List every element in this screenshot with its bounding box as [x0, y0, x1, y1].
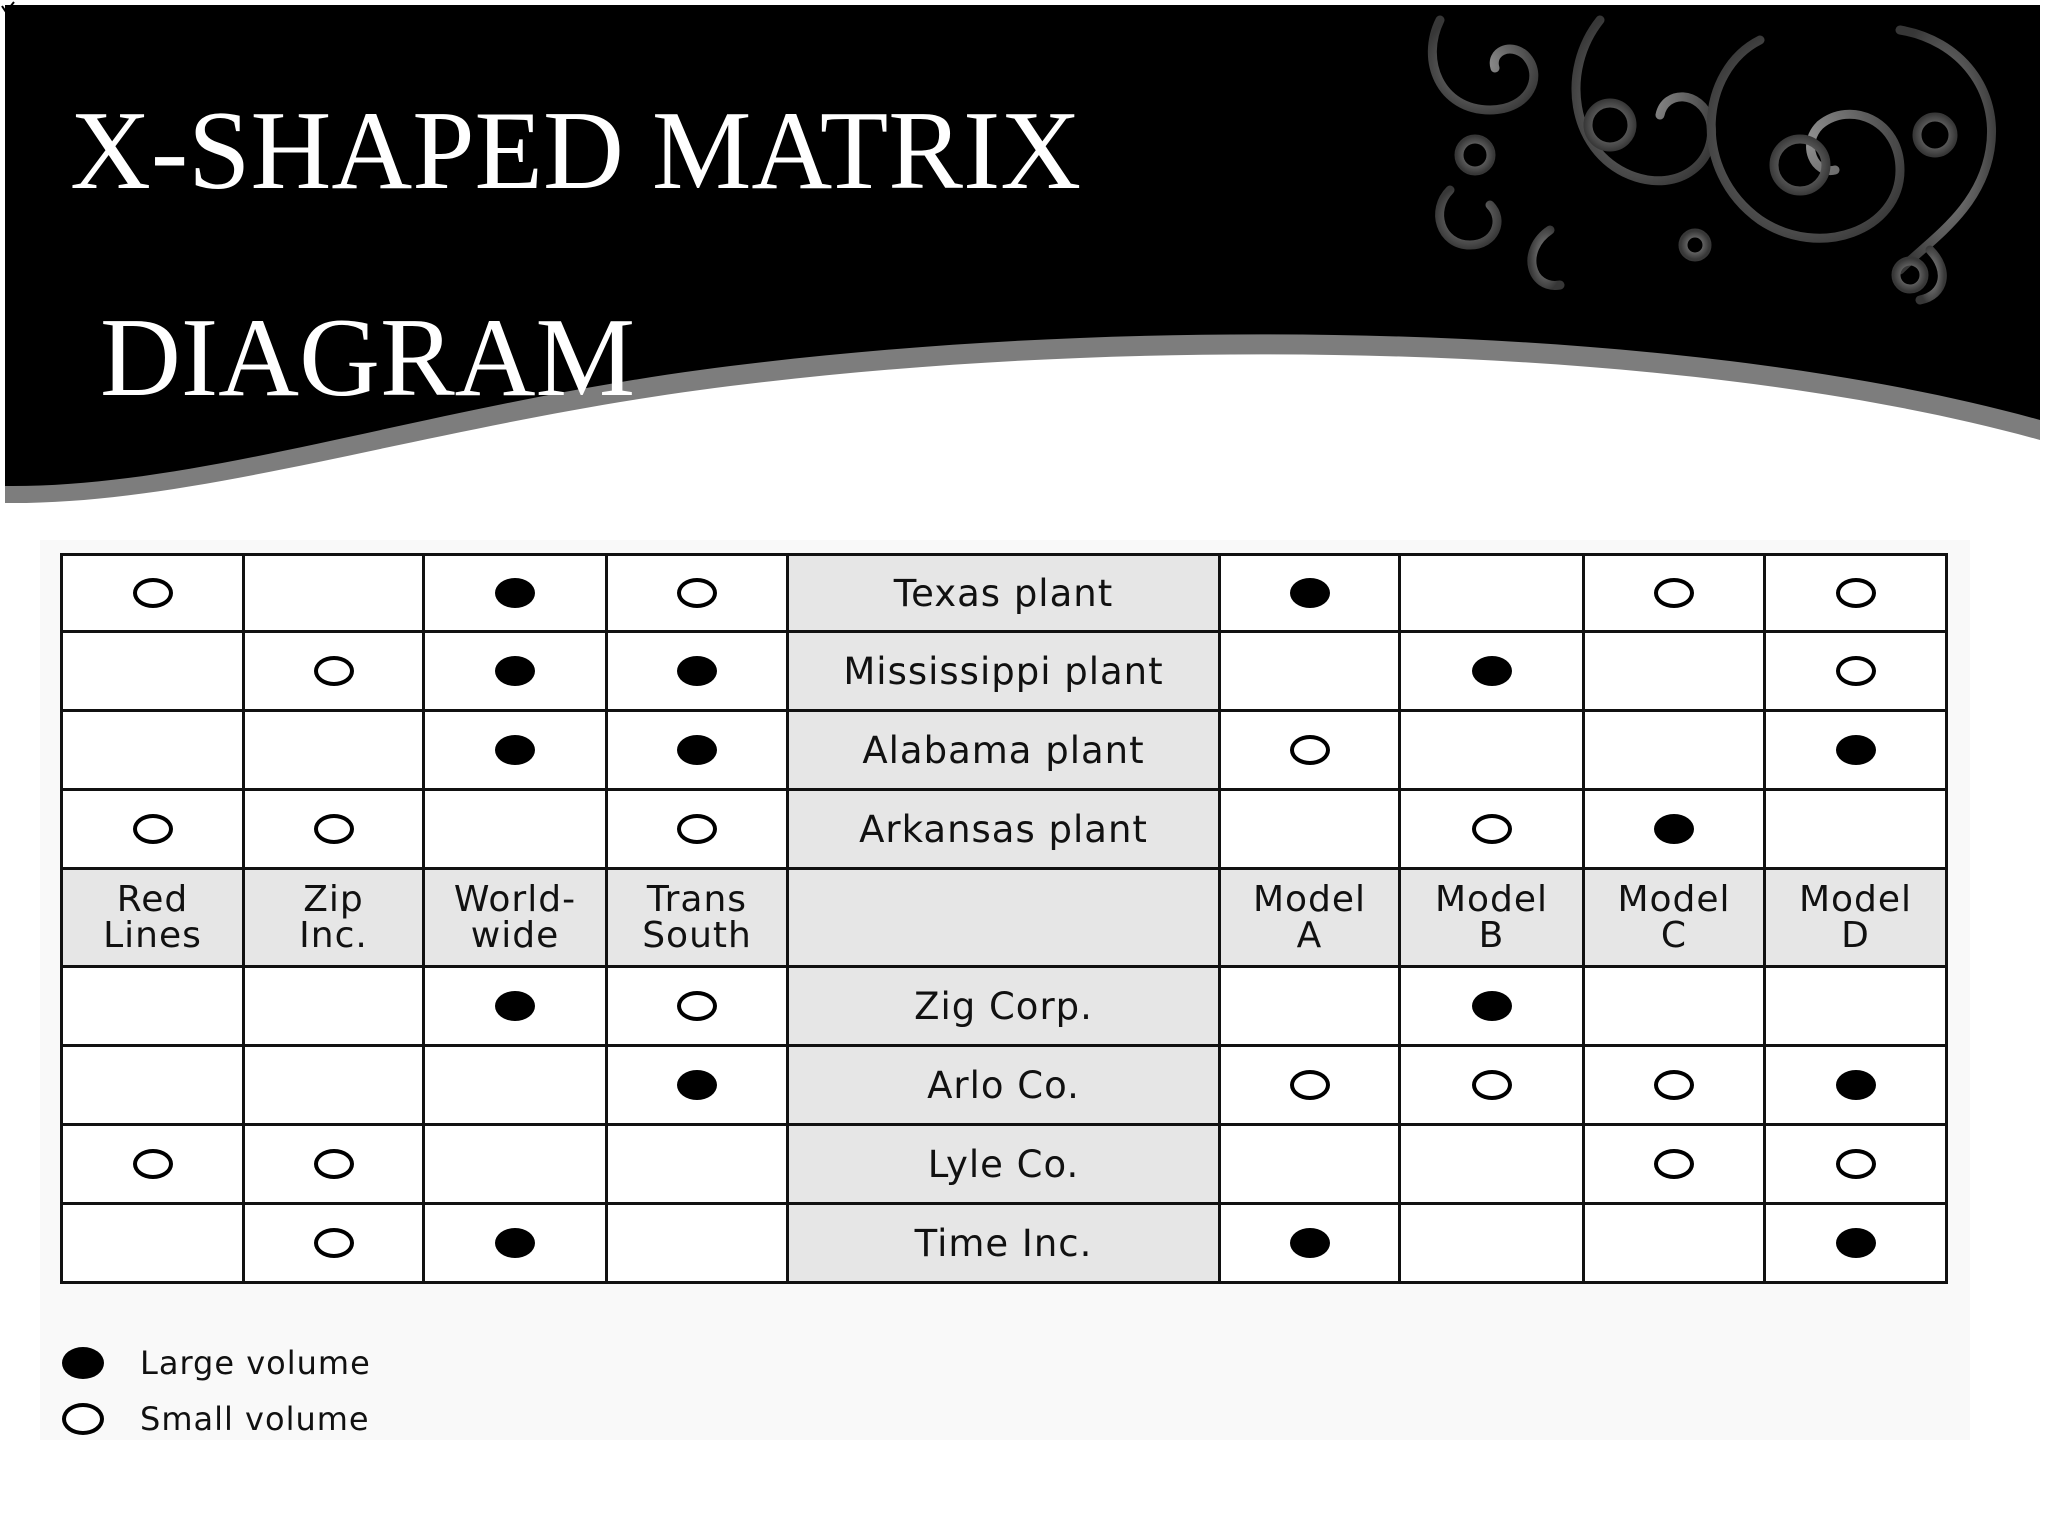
- legend-label-large: Large volume: [140, 1344, 371, 1382]
- row-label: Lyle Co.: [788, 1125, 1220, 1204]
- large-volume-icon: [495, 991, 535, 1021]
- matrix-cell: [1400, 711, 1584, 790]
- matrix-cell: [424, 632, 607, 711]
- matrix-row: [62, 632, 1947, 711]
- column-header-label: Red Lines: [103, 878, 202, 956]
- matrix-cell: [1220, 1046, 1400, 1125]
- matrix-cell: [607, 632, 788, 711]
- matrix-cell: [1220, 632, 1400, 711]
- matrix-cell: [607, 1204, 788, 1283]
- column-header: [1765, 869, 1947, 967]
- matrix-cell: [1400, 632, 1584, 711]
- small-volume-icon: [1836, 656, 1876, 686]
- small-volume-icon: [677, 814, 717, 844]
- matrix-cell: [1584, 555, 1765, 632]
- row-label: Alabama plant: [788, 711, 1220, 790]
- large-volume-icon: [1836, 735, 1876, 765]
- matrix-header-row: [62, 869, 1947, 967]
- matrix-cell: [244, 967, 424, 1046]
- column-header-label: World- wide: [453, 878, 577, 956]
- matrix-cell: [1765, 1204, 1947, 1283]
- small-volume-icon: [1472, 1070, 1512, 1100]
- page-title-line-2: DIAGRAM: [100, 296, 636, 420]
- matrix-cell: [424, 1125, 607, 1204]
- x-shaped-matrix: [60, 553, 1948, 1284]
- column-header: [1400, 869, 1584, 967]
- matrix-cell: [62, 790, 244, 869]
- large-volume-icon: [677, 735, 717, 765]
- legend-label-small: Small volume: [140, 1400, 370, 1438]
- large-volume-icon: [1654, 814, 1694, 844]
- matrix-cell: [62, 1204, 244, 1283]
- matrix-cell: [1765, 555, 1947, 632]
- matrix-row: [62, 1046, 1947, 1125]
- small-volume-icon: [1290, 1070, 1330, 1100]
- matrix-cell: [62, 711, 244, 790]
- large-volume-icon: [1290, 1228, 1330, 1258]
- small-volume-icon: [314, 814, 354, 844]
- matrix-cell: [424, 1046, 607, 1125]
- matrix-cell: [424, 1204, 607, 1283]
- matrix-cell: [1400, 1125, 1584, 1204]
- small-volume-icon: [1290, 735, 1330, 765]
- matrix-cell: [1765, 711, 1947, 790]
- matrix-cell: [1584, 790, 1765, 869]
- matrix-cell: [1220, 967, 1400, 1046]
- matrix-cell: [1584, 967, 1765, 1046]
- large-volume-icon: [495, 1228, 535, 1258]
- large-volume-icon: [495, 735, 535, 765]
- matrix-cell: [1220, 790, 1400, 869]
- matrix-cell: [244, 1125, 424, 1204]
- small-volume-icon: [1472, 814, 1512, 844]
- small-volume-icon: [62, 1403, 104, 1435]
- small-volume-icon: [1654, 578, 1694, 608]
- small-volume-icon: [133, 814, 173, 844]
- matrix-cell: [1220, 711, 1400, 790]
- large-volume-icon: [1836, 1228, 1876, 1258]
- column-header-label: Trans South: [642, 878, 752, 956]
- title-banner: [0, 0, 2048, 520]
- large-volume-icon: [495, 656, 535, 686]
- matrix-row: [62, 1204, 1947, 1283]
- row-label: Time Inc.: [788, 1204, 1220, 1283]
- large-volume-icon: [62, 1347, 104, 1379]
- matrix-cell: [1400, 555, 1584, 632]
- small-volume-icon: [314, 1149, 354, 1179]
- legend-item-large: [62, 1335, 371, 1391]
- column-header-label: Model B: [1434, 878, 1549, 956]
- matrix-cell: [424, 967, 607, 1046]
- matrix-cell: [1765, 632, 1947, 711]
- legend-item-small: [62, 1391, 371, 1447]
- matrix-cell: [1400, 1046, 1584, 1125]
- matrix-cell: [1220, 1125, 1400, 1204]
- matrix-row: [62, 1125, 1947, 1204]
- matrix-cell: [62, 555, 244, 632]
- matrix-cell: [1584, 711, 1765, 790]
- matrix-cell: [62, 1046, 244, 1125]
- column-header-label: Model D: [1798, 878, 1913, 956]
- small-volume-icon: [133, 1149, 173, 1179]
- column-header: [607, 869, 788, 967]
- matrix-cell: [244, 711, 424, 790]
- small-volume-icon: [1654, 1149, 1694, 1179]
- matrix-cell: [424, 790, 607, 869]
- small-volume-icon: [677, 991, 717, 1021]
- small-volume-icon: [1654, 1070, 1694, 1100]
- column-header: [1220, 869, 1400, 967]
- small-volume-icon: [314, 1228, 354, 1258]
- matrix-cell: [424, 555, 607, 632]
- column-header: [1584, 869, 1765, 967]
- matrix-cell: [62, 1125, 244, 1204]
- column-header: [62, 869, 244, 967]
- matrix-cell: [1400, 790, 1584, 869]
- row-label: Arkansas plant: [788, 790, 1220, 869]
- matrix-row: [62, 967, 1947, 1046]
- matrix-row: [62, 555, 1947, 632]
- matrix-cell: [244, 1204, 424, 1283]
- matrix-cell: [607, 967, 788, 1046]
- small-volume-icon: [133, 578, 173, 608]
- matrix-cell: [1765, 967, 1947, 1046]
- matrix-cell: [244, 555, 424, 632]
- matrix-cell: [1220, 1204, 1400, 1283]
- matrix-cell: [1400, 967, 1584, 1046]
- small-volume-icon: [1836, 1149, 1876, 1179]
- matrix-cell: [62, 967, 244, 1046]
- matrix-cell: [607, 711, 788, 790]
- column-header-label: Model C: [1617, 878, 1731, 956]
- matrix-cell: [1400, 1204, 1584, 1283]
- small-volume-icon: [677, 578, 717, 608]
- row-label: Zig Corp.: [788, 967, 1220, 1046]
- row-label: Mississippi plant: [788, 632, 1220, 711]
- matrix-cell: [1220, 555, 1400, 632]
- column-header: [424, 869, 607, 967]
- matrix-cell: [62, 632, 244, 711]
- large-volume-icon: [495, 578, 535, 608]
- matrix-cell: [607, 555, 788, 632]
- matrix-cell: [1584, 1046, 1765, 1125]
- column-header-label: Model A: [1252, 878, 1367, 956]
- matrix-cell: [1765, 1046, 1947, 1125]
- legend: [62, 1335, 371, 1447]
- matrix-row: [62, 790, 1947, 869]
- matrix-cell: [1584, 1125, 1765, 1204]
- matrix-center-blank: [788, 869, 1220, 967]
- matrix-cell: [607, 1125, 788, 1204]
- large-volume-icon: [1472, 991, 1512, 1021]
- matrix-cell: [1765, 790, 1947, 869]
- column-header: [244, 869, 424, 967]
- large-volume-icon: [1836, 1070, 1876, 1100]
- large-volume-icon: [1472, 656, 1512, 686]
- large-volume-icon: [677, 656, 717, 686]
- page-title-line-1: X-SHAPED MATRIX: [70, 89, 1082, 213]
- matrix-cell: [244, 790, 424, 869]
- matrix-cell: [607, 790, 788, 869]
- matrix-cell: [1765, 1125, 1947, 1204]
- column-header-label: Zip Inc.: [299, 878, 368, 956]
- small-volume-icon: [1836, 578, 1876, 608]
- matrix-cell: [1584, 632, 1765, 711]
- small-volume-icon: [314, 656, 354, 686]
- matrix-cell: [1584, 1204, 1765, 1283]
- matrix-cell: [424, 711, 607, 790]
- matrix-cell: [607, 1046, 788, 1125]
- row-label: Arlo Co.: [788, 1046, 1220, 1125]
- row-label: Texas plant: [788, 555, 1220, 632]
- matrix-cell: [244, 632, 424, 711]
- large-volume-icon: [677, 1070, 717, 1100]
- matrix-row: [62, 711, 1947, 790]
- matrix-cell: [244, 1046, 424, 1125]
- large-volume-icon: [1290, 578, 1330, 608]
